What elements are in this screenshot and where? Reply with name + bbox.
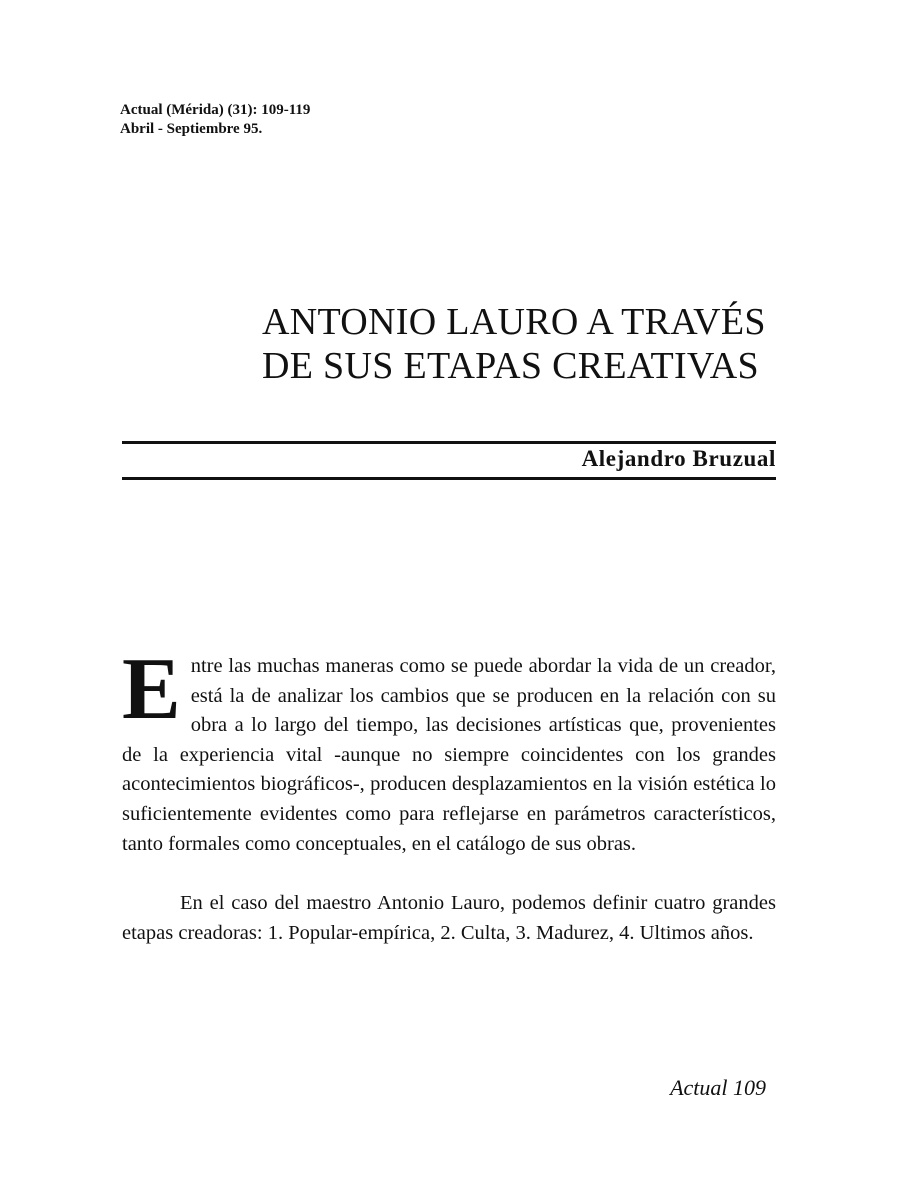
article-body	[122, 641, 776, 948]
paragraph-2: En el caso del maestro Antonio Lauro, podemos definir cuatro grandes etapas creadoras: 1. Popular-empírica, 2. Culta, 3. Madurez, 4. Ultimos años.	[122, 892, 776, 944]
citation-line-2: Abril - Septiembre 95.	[120, 121, 263, 137]
top-divider	[122, 441, 776, 444]
paragraph-1-text: ntre las muchas maneras como se puede abordar la vida de un creador, está la de analizar los cambios que se producen en la relación con su obra a lo largo del tiempo, las decisiones artísticas que, provenientes de la experiencia vital -aunque no siempre coincidentes con los grandes acontecimientos biográficos-, producen desplazamientos en la visión estética lo suficientemente evidentes como para reflejarse en parámetros característicos, tanto formales como conceptuales, en el catálogo de sus obras.	[122, 655, 776, 855]
citation-line-1: Actual (Mérida) (31): 109-119	[120, 102, 311, 118]
page-footer	[670, 1075, 766, 1101]
author-name: Alejandro Bruzual	[581, 446, 776, 471]
page-number: 109	[733, 1075, 766, 1100]
title-line-1: ANTONIO LAURO A TRAVÉS	[262, 301, 766, 343]
bottom-divider	[122, 477, 776, 480]
footer-journal: Actual	[670, 1075, 728, 1100]
title-line-2: DE SUS ETAPAS CREATIVAS	[262, 345, 759, 387]
journal-citation	[120, 101, 310, 139]
article-title	[262, 300, 802, 388]
drop-cap: E	[122, 641, 181, 738]
paragraph-1	[122, 641, 776, 859]
